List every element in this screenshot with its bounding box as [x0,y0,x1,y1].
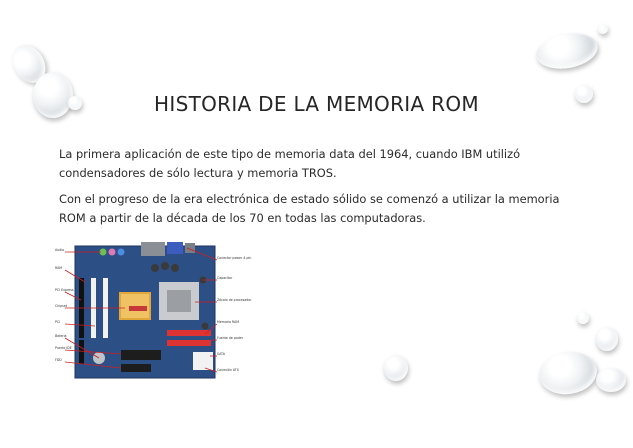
water-drop-decoration [384,355,408,381]
label-bateria: Batería [55,334,67,338]
paragraph-1: La primera aplicación de este tipo de memoria data del 1964, cuando IBM utilizó condensadores de sólo lectura y memoria TROS. [59,147,521,180]
label-power-4pin: Conector power 4-pin [217,256,252,260]
label-audio: Audio [55,248,65,252]
water-drop-decoration [596,327,618,351]
water-drop-decoration [534,29,601,73]
paragraph-2: Con el progreso de la era electrónica de estado sólido se comenzó a utilizar la memoria ROM a partir de la década de los 70 en todas las computadoras. [59,192,560,225]
water-drop-decoration [577,312,589,324]
water-drop-decoration [596,368,626,392]
label-memoria-ram: Memoria RAM [217,320,239,324]
water-drop-decoration [598,24,608,34]
water-drop-decoration [536,348,599,398]
label-chipset: Chipset [55,304,68,308]
slide-title: HISTORIA DE LA MEMORIA ROM [154,92,479,116]
label-sata: SATA [217,352,225,356]
motherboard-illustration [55,240,252,382]
label-atx: Conexión ATX [217,368,239,372]
motherboard-image [55,240,252,382]
label-ram: RAM [55,266,63,270]
label-ide: Puerto IDE [55,346,72,350]
label-fuente: Fuente de poder [217,336,244,340]
label-zocalo: Zócalo de procesador [217,298,252,302]
label-fdd: FDD [55,358,62,362]
label-pci: PCI [55,320,61,324]
label-pci-express: PCI Express [55,288,74,292]
label-capacitor: Capacitor [217,276,233,280]
